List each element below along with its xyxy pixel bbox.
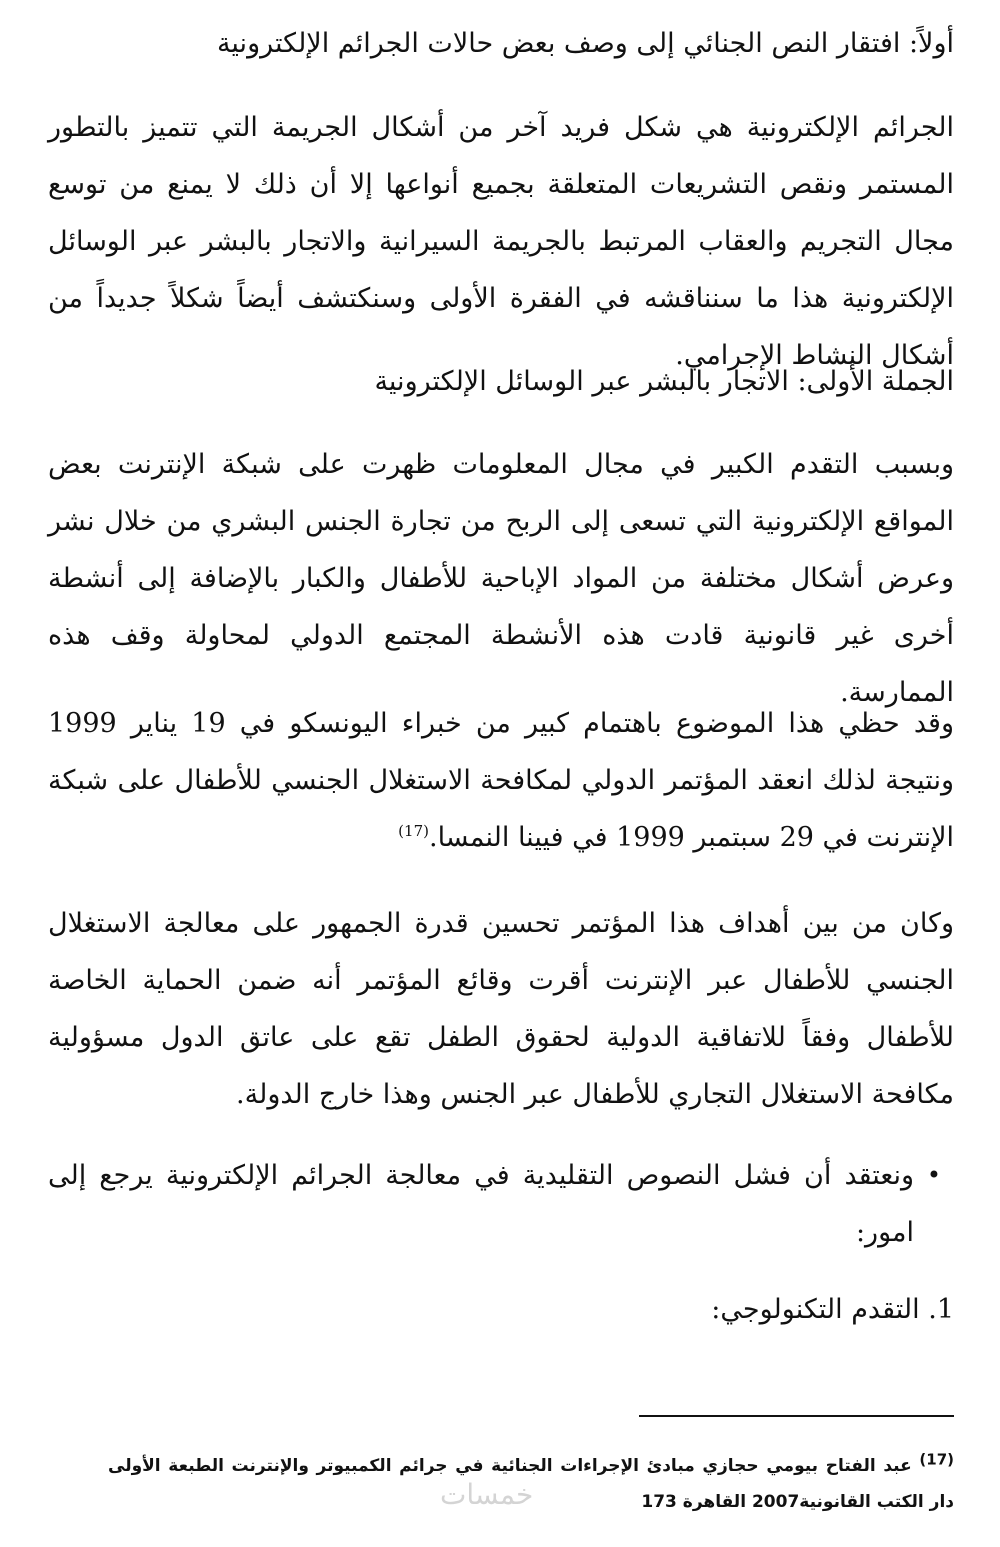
paragraph-1: الجرائم الإلكترونية هي شكل فريد آخر من أشكال الجريمة التي تتميز بالتطور المستمر ونقص التشريعات المتعلقة بجميع أنواعها إلا أن ذلك لا يمنع من توسع مجال التجريم والعقاب المرتبط بالجريمة السيرانية والاتجار بالبشر عبر الوسائل الإلكترونية هذا ما سنناقشه في الفقرة الأولى وسنكتشف أيضاً شكلاً جديداً من أشكال النشاط الإجرامي. [48,112,954,371]
paragraph-3-text: وقد حظي هذا الموضوع باهتمام كبير من خبراء اليونسكو في 19 يناير 1999 ونتيجة لذلك انعقد المؤتمر الدولي لمكافحة الاستغلال الجنسي للأطفال على شبكة الإنترنت في 29 سبتمبر 1999 في فيينا النمسا. [48,708,955,853]
document-page [48,0,954,1547]
numbered-item: 1. التقدم التكنولوجي: [711,1294,954,1325]
bullet-text: ونعتقد أن فشل النصوص التقليدية في معالجة الجرائم الإلكترونية يرجع إلى امور: [48,1160,914,1248]
paragraph-4: وكان من بين أهداف هذا المؤتمر تحسين قدرة الجمهور على معالجة الاستغلال الجنسي للأطفال عبر الإنترنت أقرت وقائع المؤتمر أنه ضمن الحماية الخاصة للأطفال وفقاً للاتفاقية الدولية لحقوق الطفل تقع على عاتق الدول مسؤولية مكافحة الاستغلال التجاري للأطفال عبر الجنس وهذا خارج الدولة. [48,908,954,1110]
paragraph-2: وبسبب التقدم الكبير في مجال المعلومات ظهرت على شبكة الإنترنت بعض المواقع الإلكترونية التي تسعى إلى الربح من تجارة الجنس البشري من خلال نشر وعرض أشكال مختلفة من المواد الإباحية للأطفال والكبار بالإضافة إلى أنشطة أخرى غير قانونية قادت هذه الأنشطة المجتمع الدولي لمحاولة وقف هذه الممارسة. [48,449,954,708]
footnote-text: عبد الفتاح بيومي حجازي مبادئ الإجراءات الجنائية في جرائم الكمبيوتر والإنترنت الطبعة الأولى دار الكتب القانونية2007 القاهرة 173 [108,1456,954,1512]
footnote-divider [639,1415,954,1417]
subheading: الجملة الأولى: الاتجار بالبشر عبر الوسائل الإلكترونية [374,366,954,397]
footnote-number: (17) [919,1450,954,1469]
bullet-icon: • [926,1161,942,1189]
section-heading: أولاً: افتقار النص الجنائي إلى وصف بعض حالات الجرائم الإلكترونية [216,28,954,59]
bullet-item [48,1147,954,1261]
watermark-logo: خمسات [440,1478,534,1511]
footnote-reference[interactable]: (17) [398,822,429,840]
paragraph-3 [48,695,954,866]
